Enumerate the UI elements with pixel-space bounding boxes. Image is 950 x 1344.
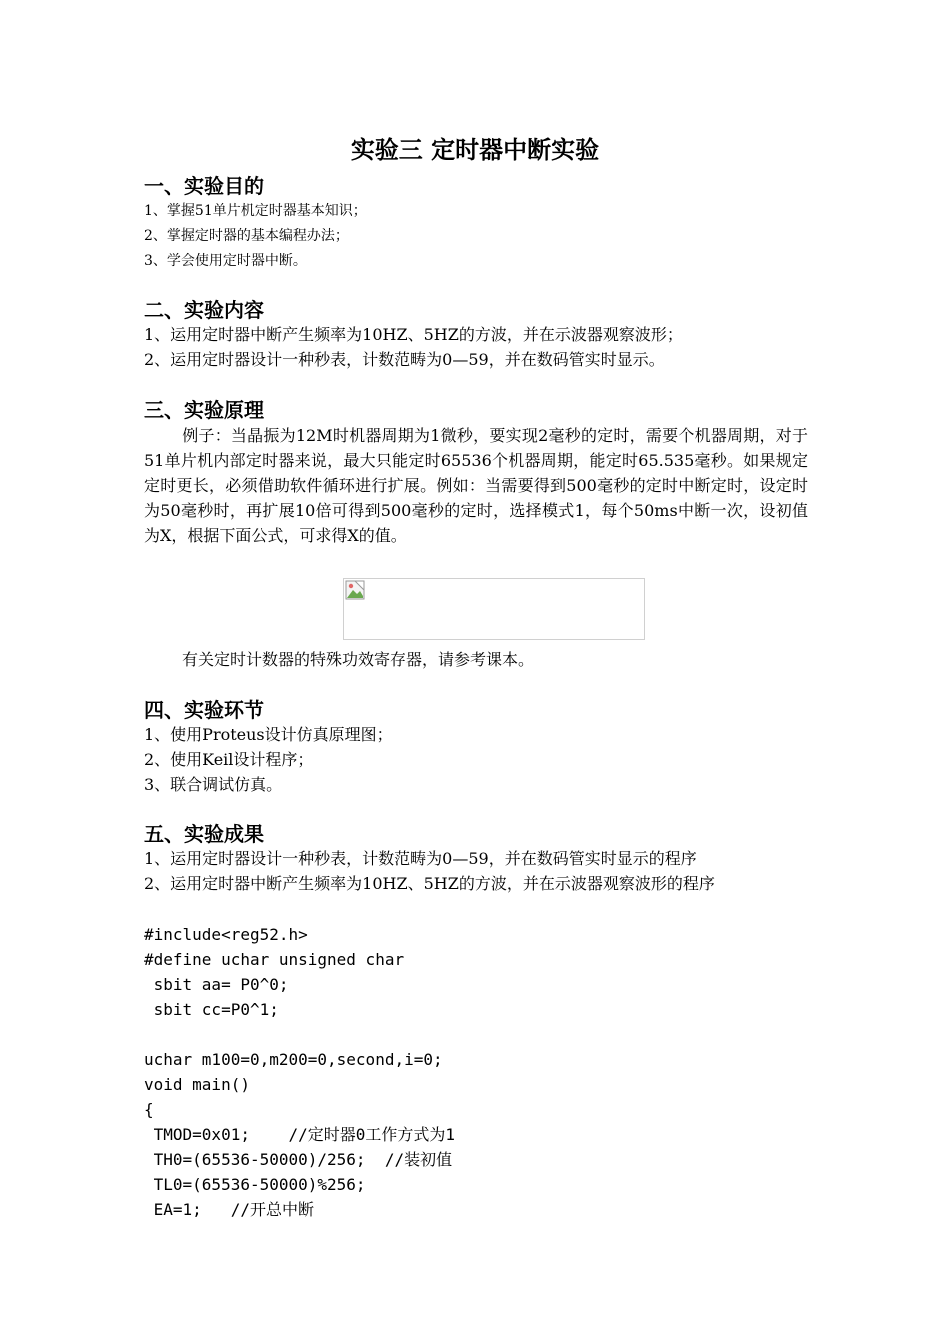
code-line: uchar m100=0,m200=0,second,i=0;: [144, 1050, 443, 1069]
step-item: 2、使用Keil设计程序；: [144, 750, 314, 769]
step-item: 1、使用Proteus设计仿真原理图；: [144, 725, 393, 744]
principle-paragraph: [144, 423, 808, 548]
page-title: 实验三 定时器中断实验: [350, 136, 600, 164]
code-line: #define uchar unsigned char: [144, 950, 405, 969]
code-line: #include<reg52.h>: [144, 925, 308, 944]
code-line: EA=1; //开总中断: [144, 1200, 314, 1219]
content-item: 1、运用定时器中断产生频率为10HZ、5HZ的方波，并在示波器观察波形；: [144, 325, 683, 344]
code-line: TH0=(65536-50000)/256; //装初值: [144, 1150, 453, 1169]
objective-item: 1、掌握51单片机定时器基本知识；: [144, 203, 367, 219]
code-line: sbit aa= P0^0;: [144, 975, 289, 994]
code-line: TL0=(65536-50000)%256;: [144, 1175, 366, 1194]
result-item: 1、运用定时器设计一种秒表，计数范畴为0—59，并在数码管实时显示的程序: [144, 849, 697, 868]
code-line: sbit cc=P0^1;: [144, 1000, 279, 1019]
objective-item: 2、掌握定时器的基本编程办法；: [144, 228, 349, 244]
formula-image: [343, 578, 645, 640]
objective-item: 3、学会使用定时器中断。: [144, 253, 307, 269]
content-item: 2、运用定时器设计一种秒表，计数范畴为0—59，并在数码管实时显示。: [144, 350, 665, 369]
code-line: TMOD=0x01; //定时器0工作方式为1: [144, 1125, 456, 1144]
section-heading-principle: 三、实验原理: [144, 398, 264, 422]
code-line: {: [144, 1100, 154, 1119]
step-item: 3、联合调试仿真。: [144, 775, 283, 794]
principle-text: 例子：当晶振为12M时机器周期为1微秒，要实现2毫秒的定时，需要个机器周期，对于51单片机内部定时器来说，最大只能定时65536个机器周期，能定时65.535毫秒。如果规定定时更长，必须借助软件循环进行扩展。例如：当需要得到500毫秒的定时中断定时，设定时为50毫秒时，再扩展10倍可得到500毫秒的定时，选择模式1，每个50ms中断一次，设初值为X，根据下面公式，可求得X的值。: [144, 426, 808, 545]
section-heading-objectives: 一、实验目的: [144, 174, 264, 198]
section-heading-steps: 四、实验环节: [144, 698, 264, 722]
section-heading-content: 二、实验内容: [144, 298, 264, 322]
code-line: void main(): [144, 1075, 250, 1094]
result-item: 2、运用定时器中断产生频率为10HZ、5HZ的方波，并在示波器观察波形的程序: [144, 874, 715, 893]
section-heading-results: 五、实验成果: [144, 822, 264, 846]
principle-note: 有关定时计数器的特殊功效寄存器，请参考课本。: [182, 650, 535, 669]
broken-image-icon: [345, 580, 365, 600]
